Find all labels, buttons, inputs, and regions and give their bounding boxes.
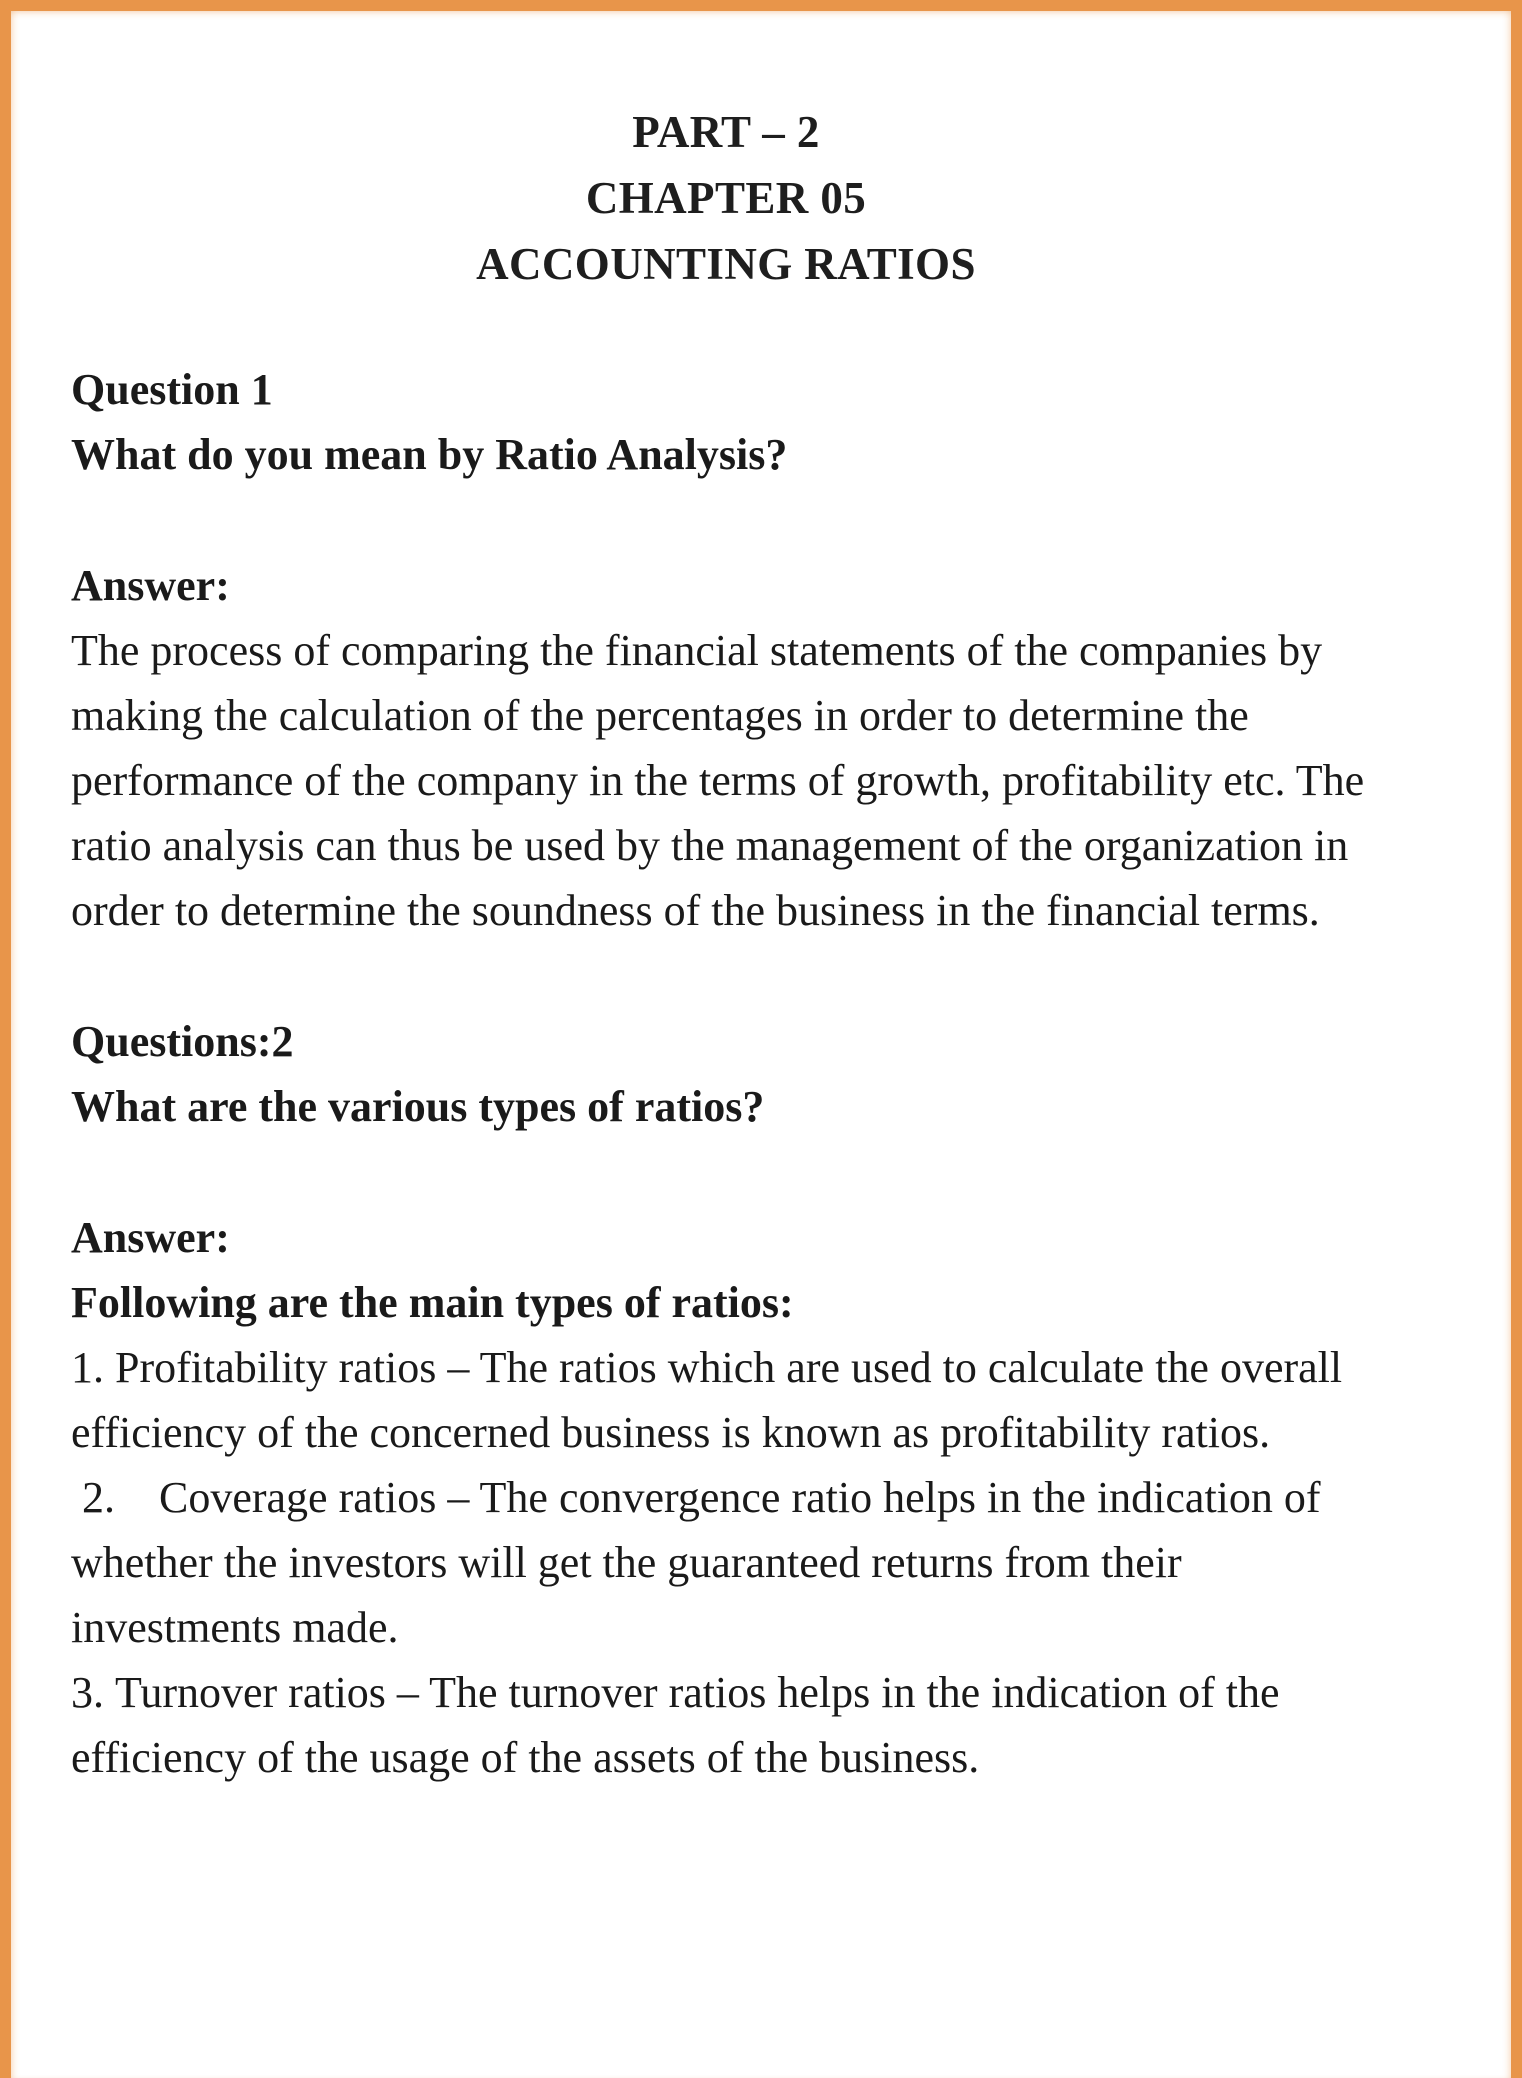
heading-chapter: CHAPTER 05: [585, 173, 867, 223]
page-sheet: [11, 11, 1511, 2078]
spacer: [71, 1139, 1391, 1205]
list-item: 1. Profitability ratios – The ratios which are used to calculate the overall efficiency of the concerned business is known as profitability ratios.: [71, 1343, 1354, 1457]
question-label-2: Questions:2: [71, 1017, 294, 1066]
list-item: 2. Coverage ratios – The convergence ratio helps in the indication of whether the investors will get the guaranteed returns from their investments made.: [71, 1473, 1332, 1652]
answer-text-1: The process of comparing the financial statements of the companies by making the calculation of the percentages in order to determine the performance of the company in the terms of growth, profitability etc. The ratio analysis can thus be used by the management of the organization in order to determine the soundness of the business in the financial terms.: [71, 626, 1376, 935]
heading-part: PART – 2: [632, 107, 820, 157]
question-text-1: What do you mean by Ratio Analysis?: [71, 430, 788, 479]
spacer: [71, 487, 1391, 553]
spacer: [71, 943, 1391, 1009]
qa-section-1: [71, 357, 1391, 943]
question-label-1: Question 1: [71, 365, 273, 414]
answer-label-2: Answer:: [71, 1213, 230, 1262]
question-text-2: What are the various types of ratios?: [71, 1082, 765, 1131]
ratio-types-list: [71, 1335, 1391, 1790]
list-item: 3. Turnover ratios – The turnover ratios helps in the indication of the efficiency of the usage of the assets of the business.: [71, 1668, 1291, 1782]
answer-label-1: Answer:: [71, 561, 230, 610]
answer-intro-2: Following are the main types of ratios:: [71, 1278, 794, 1327]
qa-section-2: [71, 1009, 1391, 1790]
spacer: [71, 297, 1391, 357]
heading-topic: ACCOUNTING RATIOS: [476, 239, 976, 289]
document-heading: [61, 99, 1391, 297]
